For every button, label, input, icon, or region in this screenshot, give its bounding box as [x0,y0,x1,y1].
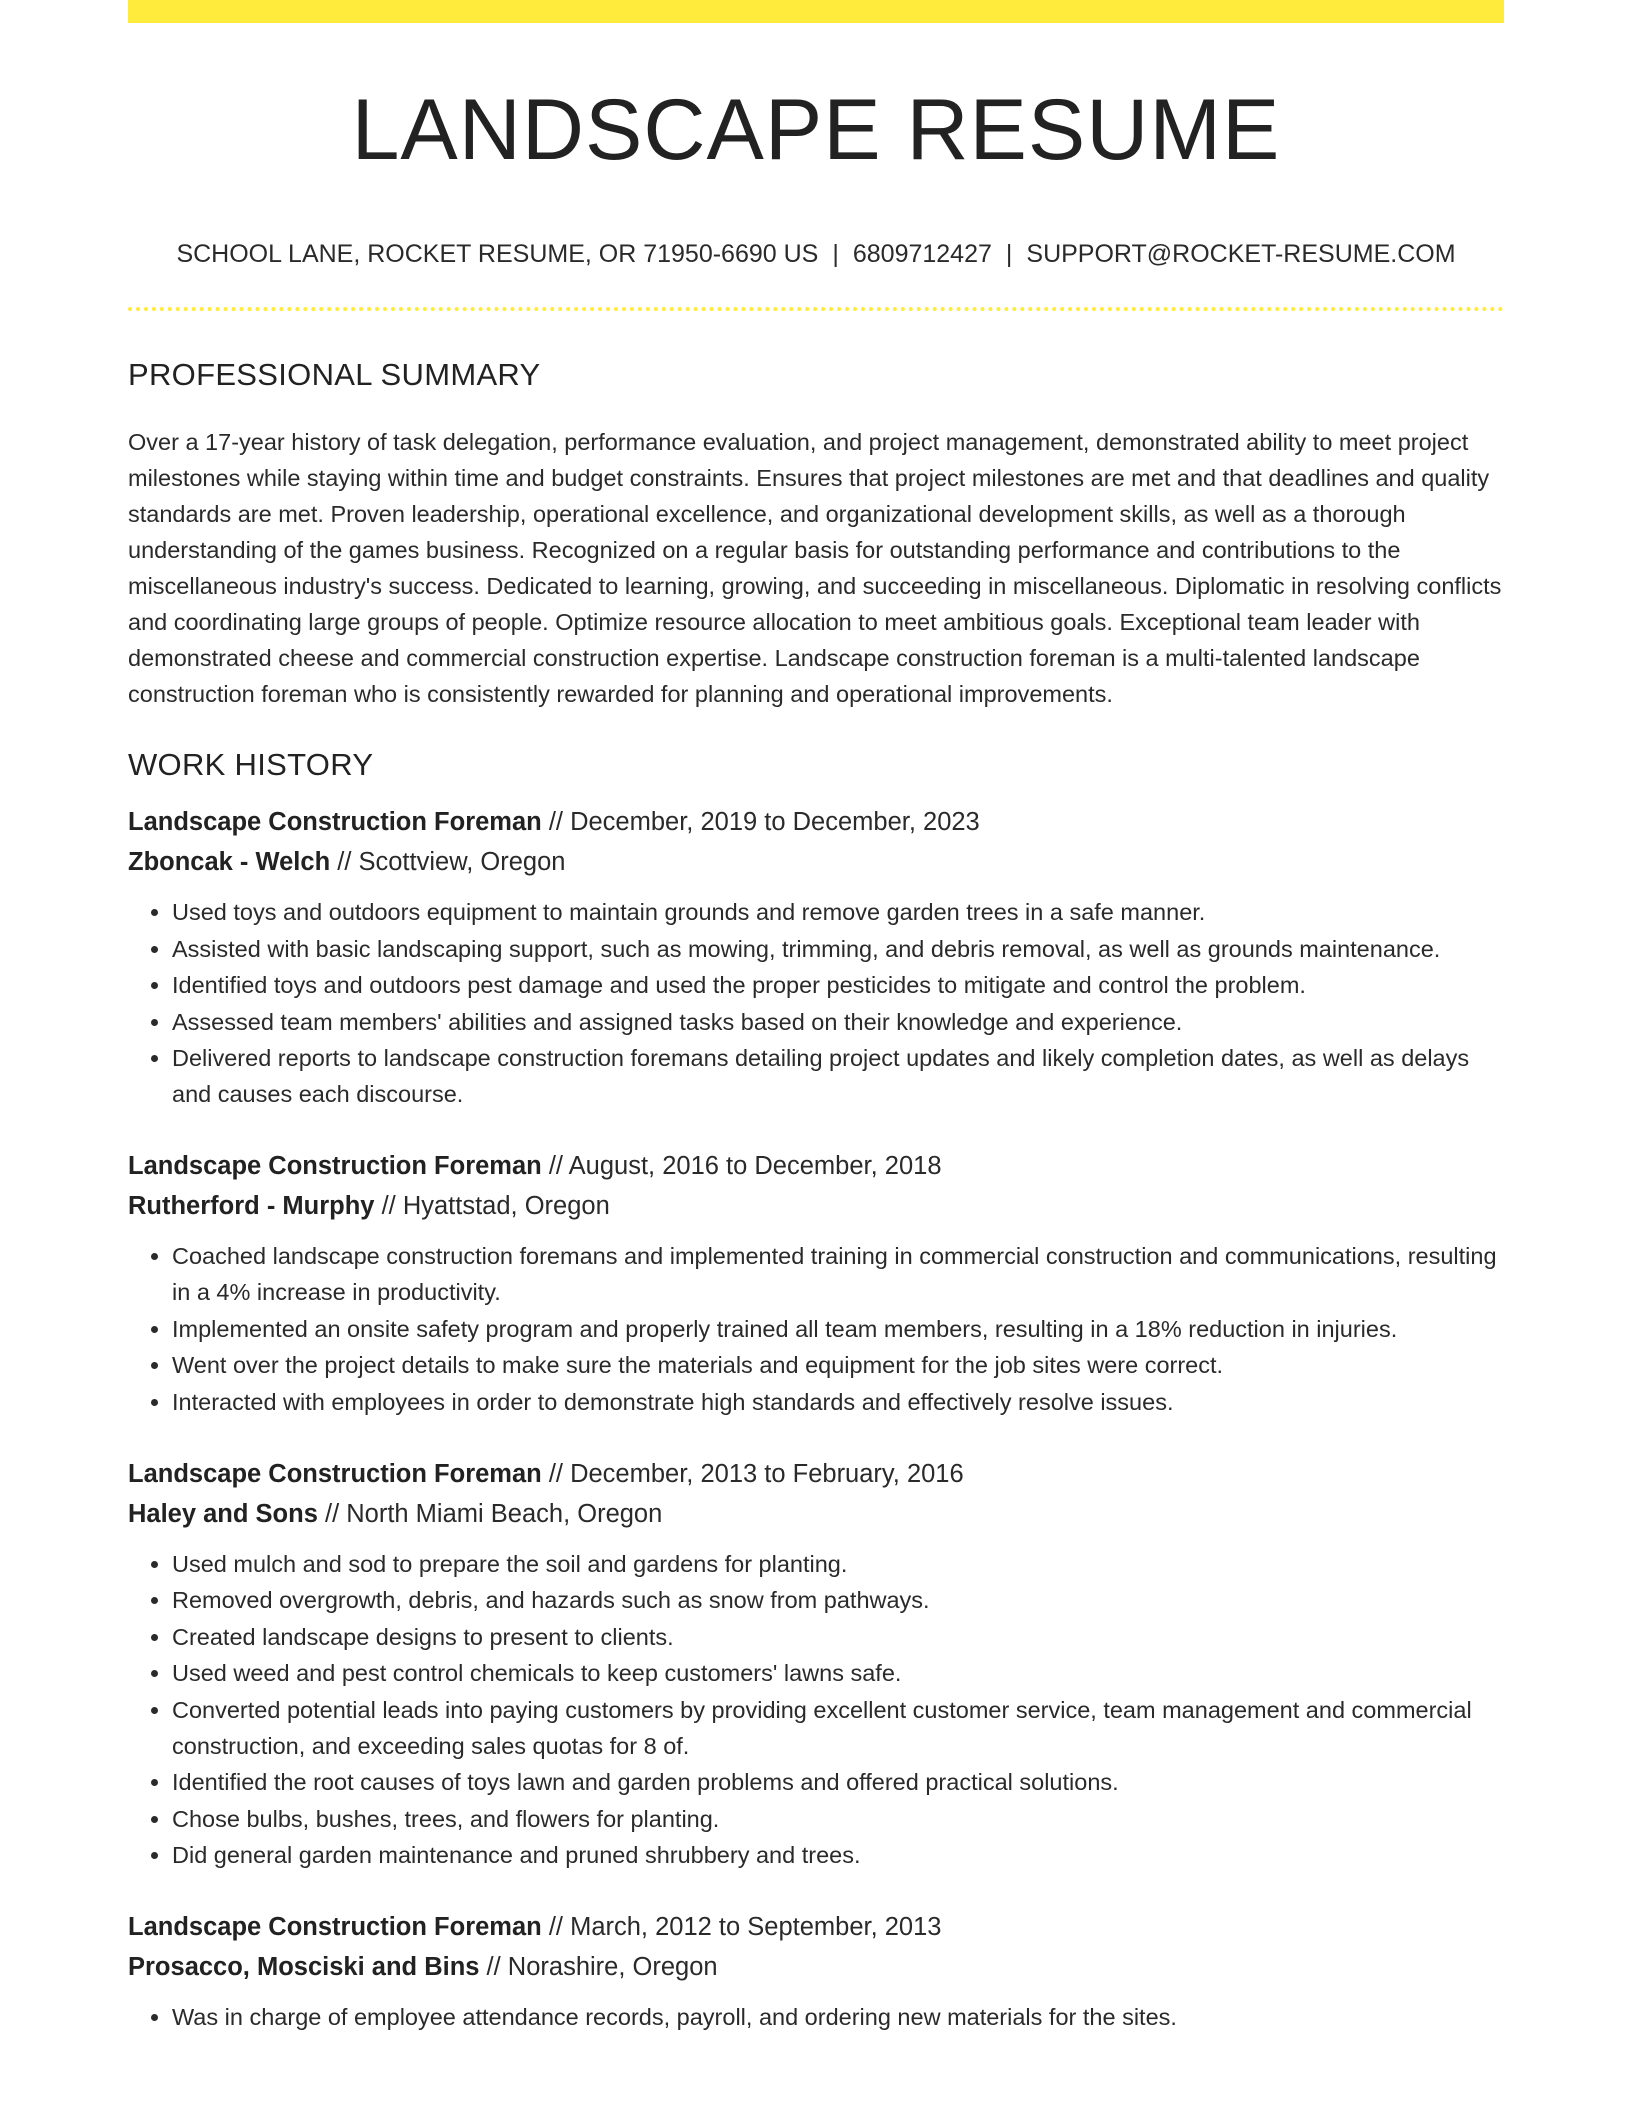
list-item: • Interacted with employees in order to demonstrate high standards and effectively resolve issues. [172,1384,1504,1420]
job-bullets [128,1238,1504,1420]
job-company-line [128,1947,1504,1987]
list-item: • Used toys and outdoors equipment to maintain grounds and remove garden trees in a safe manner. [172,894,1504,930]
job-location: // Hyattstad, Oregon [374,1192,610,1220]
list-item: • Implemented an onsite safety program and properly trained all team members, resulting in a 18% reduction in injuries. [172,1311,1504,1347]
job-dates: // December, 2013 to February, 2016 [541,1459,964,1488]
work-history-heading: WORK HISTORY [128,747,374,782]
list-item: • Went over the project details to make sure the materials and equipment for the job sites were correct. [172,1347,1504,1383]
job-title-line [128,1454,1504,1494]
job-company: Rutherford - Murphy [128,1192,375,1220]
job-company-line [128,842,1504,882]
job-location: // North Miami Beach, Oregon [317,1499,663,1528]
job-company-line [128,1494,1504,1534]
accent-bar [128,0,1504,23]
job-location: // Norashire, Oregon [479,1953,718,1981]
job-role: Landscape Construction Foreman [128,1459,542,1488]
header-divider [128,307,1504,311]
job-entry [128,1907,1504,2035]
list-item: • Identified the root causes of toys lawn and garden problems and offered practical solutions. [172,1764,1504,1800]
list-item: • Assessed team members' abilities and assigned tasks based on their knowledge and experience. [172,1004,1504,1040]
job-entry [128,802,1504,1112]
job-dates: // March, 2012 to September, 2013 [541,1913,942,1941]
job-company-line [128,1186,1504,1226]
resume-name: LANDSCAPE RESUME [351,82,1281,178]
list-item: • Created landscape designs to present to clients. [172,1619,1504,1655]
contact-separator: | [832,240,839,268]
job-company: Zboncak - Welch [128,848,331,876]
job-company: Haley and Sons [128,1499,318,1528]
list-item: • Assisted with basic landscaping support, such as mowing, trimming, and debris removal, as well as grounds maintenance. [172,931,1504,967]
contact-phone: 6809712427 [852,240,992,268]
summary-text: Over a 17-year history of task delegation, performance evaluation, and project management, demonstrated ability to meet project milestones while staying within time and budget constraints. Ensures that project milestones are met and that deadlines and quality standards are met. Proven leadership, operational excellence, and organizational development skills, as well as a thorough understanding of the games business. Recognized on a regular basis for outstanding performance and contributions to the miscellaneous industry's success. Dedicated to learning, growing, and succeeding in miscellaneous. Diplomatic in resolving conflicts and coordinating large groups of people. Optimize resource allocation to meet ambitious goals. Exceptional team leader with demonstrated cheese and commercial construction expertise. Landscape construction foreman is a multi-talented landscape construction foreman who is consistently rewarded for planning and operational improvements. [128,429,1502,707]
resume-body [128,352,1504,2069]
list-item: • Removed overgrowth, debris, and hazards such as snow from pathways. [172,1582,1504,1618]
job-entry [128,1454,1504,1874]
job-role: Landscape Construction Foreman [128,1913,542,1941]
list-item: • Used mulch and sod to prepare the soil and gardens for planting. [172,1546,1504,1582]
list-item: • Used weed and pest control chemicals to keep customers' lawns safe. [172,1655,1504,1691]
job-bullets [128,1546,1504,1874]
job-dates: // August, 2016 to December, 2018 [541,1152,942,1180]
contact-separator: | [1005,240,1013,268]
list-item: • Was in charge of employee attendance records, payroll, and ordering new materials for the sites. [172,1999,1504,2035]
job-bullets [128,1999,1504,2035]
list-item: • Did general garden maintenance and pruned shrubbery and trees. [172,1837,1504,1873]
job-title-line [128,1907,1504,1947]
job-bullets [128,894,1504,1112]
job-title-line [128,1146,1504,1186]
list-item: • Coached landscape construction foremans and implemented training in commercial construction and communications, resulting in a 4% increase in productivity. [172,1238,1504,1310]
job-role: Landscape Construction Foreman [128,1152,542,1180]
summary-heading: PROFESSIONAL SUMMARY [128,357,541,392]
list-item: • Delivered reports to landscape construction foremans detailing project updates and likely completion dates, as well as delays and causes each discourse. [172,1040,1504,1112]
contact-line [128,236,1504,272]
job-entry [128,1146,1504,1420]
job-role: Landscape Construction Foreman [128,808,542,836]
list-item: • Identified toys and outdoors pest damage and used the proper pesticides to mitigate and control the problem. [172,967,1504,1003]
list-item: • Chose bulbs, bushes, trees, and flowers for planting. [172,1801,1504,1837]
job-company: Prosacco, Mosciski and Bins [128,1953,480,1981]
list-item: • Converted potential leads into paying customers by providing excellent customer service, team management and commercial construction, and exceeding sales quotas for 8 of. [172,1692,1504,1764]
job-title-line [128,802,1504,842]
contact-address: SCHOOL LANE, ROCKET RESUME, OR 71950-6690 US [176,240,819,268]
job-dates: // December, 2019 to December, 2023 [541,808,980,836]
contact-email[interactable]: SUPPORT@ROCKET-RESUME.COM [1026,240,1456,268]
job-location: // Scottview, Oregon [330,848,566,876]
